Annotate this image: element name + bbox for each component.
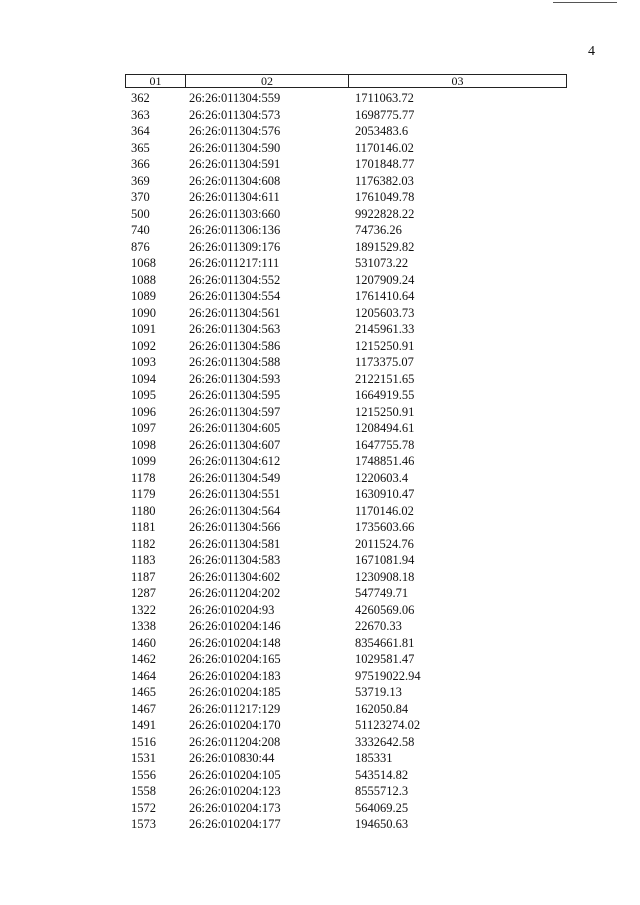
row-number-cell: 1180 bbox=[131, 503, 156, 518]
value-cell: 1220603.4 bbox=[355, 470, 409, 485]
table-row bbox=[125, 717, 567, 734]
row-number-cell: 1491 bbox=[131, 718, 156, 732]
row-number-cell: 1531 bbox=[131, 751, 156, 765]
cadastral-number-cell: 26:26:011217:111 bbox=[189, 256, 280, 270]
cadastral-number-cell: 26:26:011304:559 bbox=[189, 91, 281, 105]
row-number-cell: 1516 bbox=[131, 734, 156, 749]
table-row bbox=[125, 387, 567, 404]
cadastral-number-cell: 26:26:011304:588 bbox=[189, 355, 281, 369]
cadastral-number-cell: 26:26:010204:165 bbox=[189, 652, 281, 666]
table-row bbox=[125, 371, 567, 388]
cadastral-number-cell: 26:26:011304:561 bbox=[189, 305, 281, 320]
table-row bbox=[125, 272, 567, 289]
value-cell: 97519022.94 bbox=[355, 668, 421, 683]
row-number-cell: 1068 bbox=[131, 256, 156, 270]
table-row bbox=[125, 536, 567, 553]
table-row bbox=[125, 684, 567, 701]
table-row bbox=[125, 470, 567, 487]
cadastral-number-cell: 26:26:011304:591 bbox=[189, 157, 281, 171]
cadastral-number-cell: 26:26:011304:564 bbox=[189, 503, 281, 518]
table-row bbox=[125, 552, 567, 569]
table-row bbox=[125, 635, 567, 652]
value-cell: 1205603.73 bbox=[355, 305, 415, 320]
table-row bbox=[125, 404, 567, 421]
cadastral-number-cell: 26:26:011304:586 bbox=[189, 338, 281, 353]
top-rule-line bbox=[553, 2, 617, 3]
cadastral-number-cell: 26:26:011304:602 bbox=[189, 569, 281, 584]
cadastral-number-cell: 26:26:010204:105 bbox=[189, 767, 281, 782]
cadastral-number-cell: 26:26:011304:590 bbox=[189, 140, 281, 155]
cadastral-number-cell: 26:26:011304:549 bbox=[189, 470, 281, 485]
cadastral-number-cell: 26:26:011304:607 bbox=[189, 437, 281, 452]
table-row bbox=[125, 618, 567, 635]
page-number: 4 bbox=[588, 44, 595, 59]
value-cell: 1170146.02 bbox=[355, 140, 414, 155]
column-header-02: 02 bbox=[186, 75, 349, 87]
table-row bbox=[125, 668, 567, 685]
row-number-cell: 362 bbox=[131, 91, 150, 105]
row-number-cell: 1097 bbox=[131, 421, 156, 435]
row-number-cell: 1181 bbox=[131, 520, 156, 534]
value-cell: 1761410.64 bbox=[355, 289, 415, 303]
row-number-cell: 364 bbox=[131, 124, 150, 138]
value-cell: 3332642.58 bbox=[355, 734, 415, 749]
row-number-cell: 1090 bbox=[131, 305, 156, 320]
row-number-cell: 1098 bbox=[131, 437, 156, 452]
cadastral-number-cell: 26:26:011304:605 bbox=[189, 421, 281, 435]
cadastral-number-cell: 26:26:011306:136 bbox=[189, 223, 281, 237]
row-number-cell: 740 bbox=[131, 223, 150, 237]
cadastral-number-cell: 26:26:011204:208 bbox=[189, 734, 281, 749]
cadastral-number-cell: 26:26:010204:123 bbox=[189, 784, 281, 798]
row-number-cell: 1182 bbox=[131, 536, 156, 551]
cadastral-number-cell: 26:26:010204:146 bbox=[189, 619, 281, 633]
value-cell: 1029581.47 bbox=[355, 652, 415, 666]
table-header bbox=[125, 74, 567, 88]
cadastral-number-cell: 26:26:011304:573 bbox=[189, 107, 281, 122]
cadastral-number-cell: 26:26:011309:176 bbox=[189, 239, 281, 254]
table-row bbox=[125, 206, 567, 223]
cadastral-number-cell: 26:26:010204:183 bbox=[189, 668, 281, 683]
data-table bbox=[125, 74, 567, 833]
cadastral-number-cell: 26:26:011304:576 bbox=[189, 124, 281, 138]
row-number-cell: 365 bbox=[131, 140, 150, 155]
row-number-cell: 1092 bbox=[131, 338, 156, 353]
table-row bbox=[125, 420, 567, 437]
value-cell: 4260569.06 bbox=[355, 602, 415, 617]
cadastral-number-cell: 26:26:011304:611 bbox=[189, 190, 280, 204]
row-number-cell: 1096 bbox=[131, 404, 156, 419]
table-row bbox=[125, 156, 567, 173]
value-cell: 1170146.02 bbox=[355, 503, 414, 518]
value-cell: 2145961.33 bbox=[355, 322, 415, 336]
table-row bbox=[125, 123, 567, 140]
row-number-cell: 369 bbox=[131, 173, 150, 188]
value-cell: 9922828.22 bbox=[355, 206, 415, 221]
row-number-cell: 1187 bbox=[131, 569, 156, 584]
row-number-cell: 1465 bbox=[131, 685, 156, 699]
row-number-cell: 1091 bbox=[131, 322, 156, 336]
row-number-cell: 1558 bbox=[131, 784, 156, 798]
table-row bbox=[125, 767, 567, 784]
value-cell: 2053483.6 bbox=[355, 124, 409, 138]
cadastral-number-cell: 26:26:011204:202 bbox=[189, 586, 281, 600]
table-row bbox=[125, 701, 567, 718]
value-cell: 2122151.65 bbox=[355, 371, 415, 386]
table-row bbox=[125, 486, 567, 503]
value-cell: 1891529.82 bbox=[355, 239, 415, 254]
value-cell: 8354661.81 bbox=[355, 635, 415, 650]
table-row bbox=[125, 173, 567, 190]
table-row bbox=[125, 140, 567, 157]
value-cell: 543514.82 bbox=[355, 767, 409, 782]
row-number-cell: 1095 bbox=[131, 388, 156, 402]
value-cell: 1698775.77 bbox=[355, 107, 415, 122]
table-row bbox=[125, 90, 567, 107]
cadastral-number-cell: 26:26:011304:593 bbox=[189, 371, 281, 386]
row-number-cell: 1322 bbox=[131, 602, 156, 617]
value-cell: 1647755.78 bbox=[355, 437, 415, 452]
value-cell: 22670.33 bbox=[355, 619, 402, 633]
table-body bbox=[125, 90, 567, 833]
value-cell: 1208494.61 bbox=[355, 421, 415, 435]
row-number-cell: 1556 bbox=[131, 767, 156, 782]
value-cell: 53719.13 bbox=[355, 685, 402, 699]
cadastral-number-cell: 26:26:010204:148 bbox=[189, 635, 281, 650]
table-row bbox=[125, 750, 567, 767]
value-cell: 1748851.46 bbox=[355, 454, 415, 468]
row-number-cell: 370 bbox=[131, 190, 150, 204]
cadastral-number-cell: 26:26:010204:170 bbox=[189, 718, 281, 732]
value-cell: 74736.26 bbox=[355, 223, 402, 237]
row-number-cell: 1572 bbox=[131, 800, 156, 815]
value-cell: 51123274.02 bbox=[355, 718, 421, 732]
table-row bbox=[125, 783, 567, 800]
row-number-cell: 1573 bbox=[131, 817, 156, 831]
cadastral-number-cell: 26:26:010204:173 bbox=[189, 800, 281, 815]
table-row bbox=[125, 107, 567, 124]
cadastral-number-cell: 26:26:010830:44 bbox=[189, 751, 275, 765]
cadastral-number-cell: 26:26:011217:129 bbox=[189, 701, 281, 716]
row-number-cell: 1287 bbox=[131, 586, 156, 600]
row-number-cell: 1089 bbox=[131, 289, 156, 303]
table-row bbox=[125, 189, 567, 206]
row-number-cell: 876 bbox=[131, 239, 150, 254]
row-number-cell: 1093 bbox=[131, 355, 156, 369]
cadastral-number-cell: 26:26:011304:566 bbox=[189, 520, 281, 534]
cadastral-number-cell: 26:26:011304:597 bbox=[189, 404, 281, 419]
row-number-cell: 1099 bbox=[131, 454, 156, 468]
table-row bbox=[125, 321, 567, 338]
table-row bbox=[125, 255, 567, 272]
table-row bbox=[125, 585, 567, 602]
table-row bbox=[125, 800, 567, 817]
cadastral-number-cell: 26:26:011304:581 bbox=[189, 536, 281, 551]
row-number-cell: 1462 bbox=[131, 652, 156, 666]
value-cell: 1173375.07 bbox=[355, 355, 414, 369]
value-cell: 1735603.66 bbox=[355, 520, 415, 534]
value-cell: 194650.63 bbox=[355, 817, 409, 831]
table-row bbox=[125, 239, 567, 256]
column-header-01: 01 bbox=[126, 75, 186, 87]
table-row bbox=[125, 519, 567, 536]
table-row bbox=[125, 437, 567, 454]
value-cell: 547749.71 bbox=[355, 586, 409, 600]
row-number-cell: 1183 bbox=[131, 553, 156, 567]
row-number-cell: 1464 bbox=[131, 668, 156, 683]
cadastral-number-cell: 26:26:010204:177 bbox=[189, 817, 281, 831]
table-row bbox=[125, 354, 567, 371]
value-cell: 1701848.77 bbox=[355, 157, 415, 171]
row-number-cell: 1338 bbox=[131, 619, 156, 633]
cadastral-number-cell: 26:26:010204:185 bbox=[189, 685, 281, 699]
cadastral-number-cell: 26:26:011304:563 bbox=[189, 322, 281, 336]
value-cell: 1215250.91 bbox=[355, 404, 415, 419]
table-row bbox=[125, 288, 567, 305]
value-cell: 1664919.55 bbox=[355, 388, 415, 402]
table-row bbox=[125, 734, 567, 751]
row-number-cell: 363 bbox=[131, 107, 150, 122]
table-row bbox=[125, 569, 567, 586]
cadastral-number-cell: 26:26:011303:660 bbox=[189, 206, 281, 221]
row-number-cell: 1467 bbox=[131, 701, 156, 716]
value-cell: 564069.25 bbox=[355, 800, 409, 815]
row-number-cell: 366 bbox=[131, 157, 150, 171]
table-row bbox=[125, 222, 567, 239]
table-row bbox=[125, 651, 567, 668]
value-cell: 185331 bbox=[355, 751, 393, 765]
cadastral-number-cell: 26:26:011304:554 bbox=[189, 289, 281, 303]
table-row bbox=[125, 503, 567, 520]
value-cell: 1711063.72 bbox=[355, 91, 414, 105]
value-cell: 1230908.18 bbox=[355, 569, 415, 584]
row-number-cell: 1460 bbox=[131, 635, 156, 650]
value-cell: 1761049.78 bbox=[355, 190, 415, 204]
row-number-cell: 1179 bbox=[131, 487, 156, 501]
cadastral-number-cell: 26:26:010204:93 bbox=[189, 602, 275, 617]
table-row bbox=[125, 453, 567, 470]
value-cell: 2011524.76 bbox=[355, 536, 414, 551]
table-row bbox=[125, 338, 567, 355]
table-row bbox=[125, 816, 567, 833]
value-cell: 1215250.91 bbox=[355, 338, 415, 353]
value-cell: 1207909.24 bbox=[355, 272, 415, 287]
cadastral-number-cell: 26:26:011304:595 bbox=[189, 388, 281, 402]
value-cell: 162050.84 bbox=[355, 701, 409, 716]
row-number-cell: 500 bbox=[131, 206, 150, 221]
value-cell: 1671081.94 bbox=[355, 553, 415, 567]
row-number-cell: 1088 bbox=[131, 272, 156, 287]
value-cell: 1630910.47 bbox=[355, 487, 415, 501]
table-row bbox=[125, 305, 567, 322]
cadastral-number-cell: 26:26:011304:608 bbox=[189, 173, 281, 188]
cadastral-number-cell: 26:26:011304:583 bbox=[189, 553, 281, 567]
value-cell: 1176382.03 bbox=[355, 173, 414, 188]
table-row bbox=[125, 602, 567, 619]
column-header-03: 03 bbox=[451, 74, 464, 88]
value-cell: 8555712.3 bbox=[355, 784, 409, 798]
cadastral-number-cell: 26:26:011304:551 bbox=[189, 487, 281, 501]
row-number-cell: 1178 bbox=[131, 470, 156, 485]
cadastral-number-cell: 26:26:011304:552 bbox=[189, 272, 281, 287]
cadastral-number-cell: 26:26:011304:612 bbox=[189, 454, 281, 468]
value-cell: 531073.22 bbox=[355, 256, 409, 270]
row-number-cell: 1094 bbox=[131, 371, 156, 386]
